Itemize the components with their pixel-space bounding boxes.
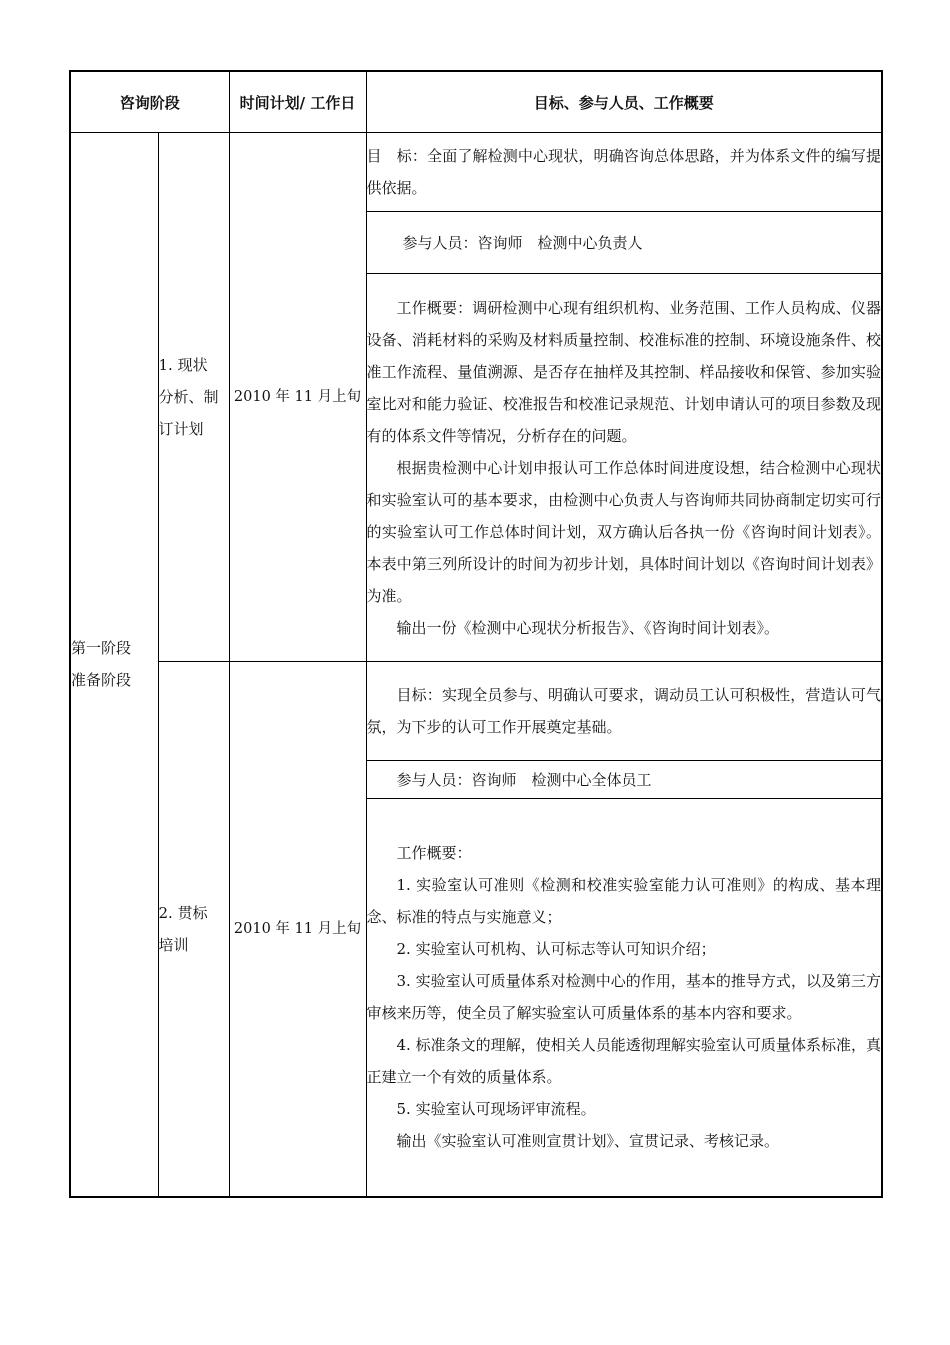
step-2-name-line-1: 2. 贯标 xyxy=(158,903,208,922)
step-1-overview-p1: 工作概要：调研检测中心现有组织机构、业务范围、工作人员构成、仪器设备、消耗材料的采购及材料质量控制、校准标准的控制、环境设施条件、校准工作流程、量值溯源、是否存在抽样及其控制、样品接收和保管、参加实验室比对和能力验证、校准报告和校准记录规范、计划申请认可的项目参数及现有的体系文件等情况，分析存在的问题。 xyxy=(366,298,882,445)
step-1-goal-row xyxy=(70,133,882,212)
step-2-goal-row xyxy=(70,662,882,761)
step-2-overview xyxy=(366,799,882,1197)
step-2-overview-p2: 1. 实验室认可准则《检测和校准实验室能力认可准则》的构成、基本理念、标准的特点与实施意义； xyxy=(366,876,882,927)
header-row xyxy=(70,71,882,133)
header-stage: 咨询阶段 xyxy=(70,71,229,133)
step-2-name-line-2: 培训 xyxy=(158,935,189,954)
step-2-participants: 参与人员：咨询师 检测中心全体员工 xyxy=(366,761,882,799)
step-1-overview xyxy=(366,274,882,662)
step-2-overview-p3: 2. 实验室认可机构、认可标志等认可知识介绍； xyxy=(396,940,716,959)
step-2-overview-p4: 3. 实验室认可质量体系对检测中心的作用，基本的推导方式，以及第三方审核来历等，使全员了解实验室认可质量体系的基本内容和要求。 xyxy=(366,972,882,1023)
consulting-plan-table xyxy=(69,70,883,1198)
step-1-name-line-1: 1. 现状 xyxy=(158,356,208,374)
step-1-name-line-3: 订计划 xyxy=(158,420,204,438)
stage-label-line-2: 准备阶段 xyxy=(71,671,132,690)
step-1-overview-p2: 根据贵检测中心计划申报认可工作总体时间进度设想，结合检测中心现状和实验室认可的基本要求，由检测中心负责人与咨询师共同协商制定切实可行的实验室认可工作总体时间计划，双方确认后各执一份《咨询时间计划表》。本表中第三列所设计的时间为初步计划，具体时间计划以《咨询时间计划表》为准。 xyxy=(366,458,882,605)
step-2-overview-p6: 5. 实验室认可现场评审流程。 xyxy=(396,1100,596,1119)
header-time: 时间计划/ 工作日 xyxy=(229,71,366,133)
step-1-goal: 目 标：全面了解检测中心现状，明确咨询总体思路，并为体系文件的编写提供依据。 xyxy=(366,133,882,212)
stage-label-line-1: 第一阶段 xyxy=(71,639,132,658)
step-2-name xyxy=(158,662,229,1197)
stage-label xyxy=(70,133,158,1197)
step-1-overview-p3: 输出一份《检测中心现状分析报告》、《咨询时间计划表》。 xyxy=(396,618,780,637)
step-2-time: 2010 年 11 月上旬 xyxy=(229,662,366,1197)
step-1-name-line-2: 分析、制 xyxy=(158,388,219,406)
header-goal: 目标、参与人员、工作概要 xyxy=(366,71,882,133)
step-1-name xyxy=(158,133,229,662)
step-1-participants: 参与人员：咨询师 检测中心负责人 xyxy=(366,212,882,274)
step-2-goal: 目标：实现全员参与、明确认可要求，调动员工认可积极性，营造认可气氛，为下步的认可工作开展奠定基础。 xyxy=(366,662,882,761)
step-2-overview-p1: 工作概要： xyxy=(396,844,472,863)
step-2-overview-p5: 4. 标准条文的理解，使相关人员能透彻理解实验室认可质量体系标准，真正建立一个有效的质量体系。 xyxy=(366,1036,882,1087)
step-1-time: 2010 年 11 月上旬 xyxy=(229,133,366,662)
step-2-overview-p7: 输出《实验室认可准则宣贯计划》、宣贯记录、考核记录。 xyxy=(396,1132,780,1151)
